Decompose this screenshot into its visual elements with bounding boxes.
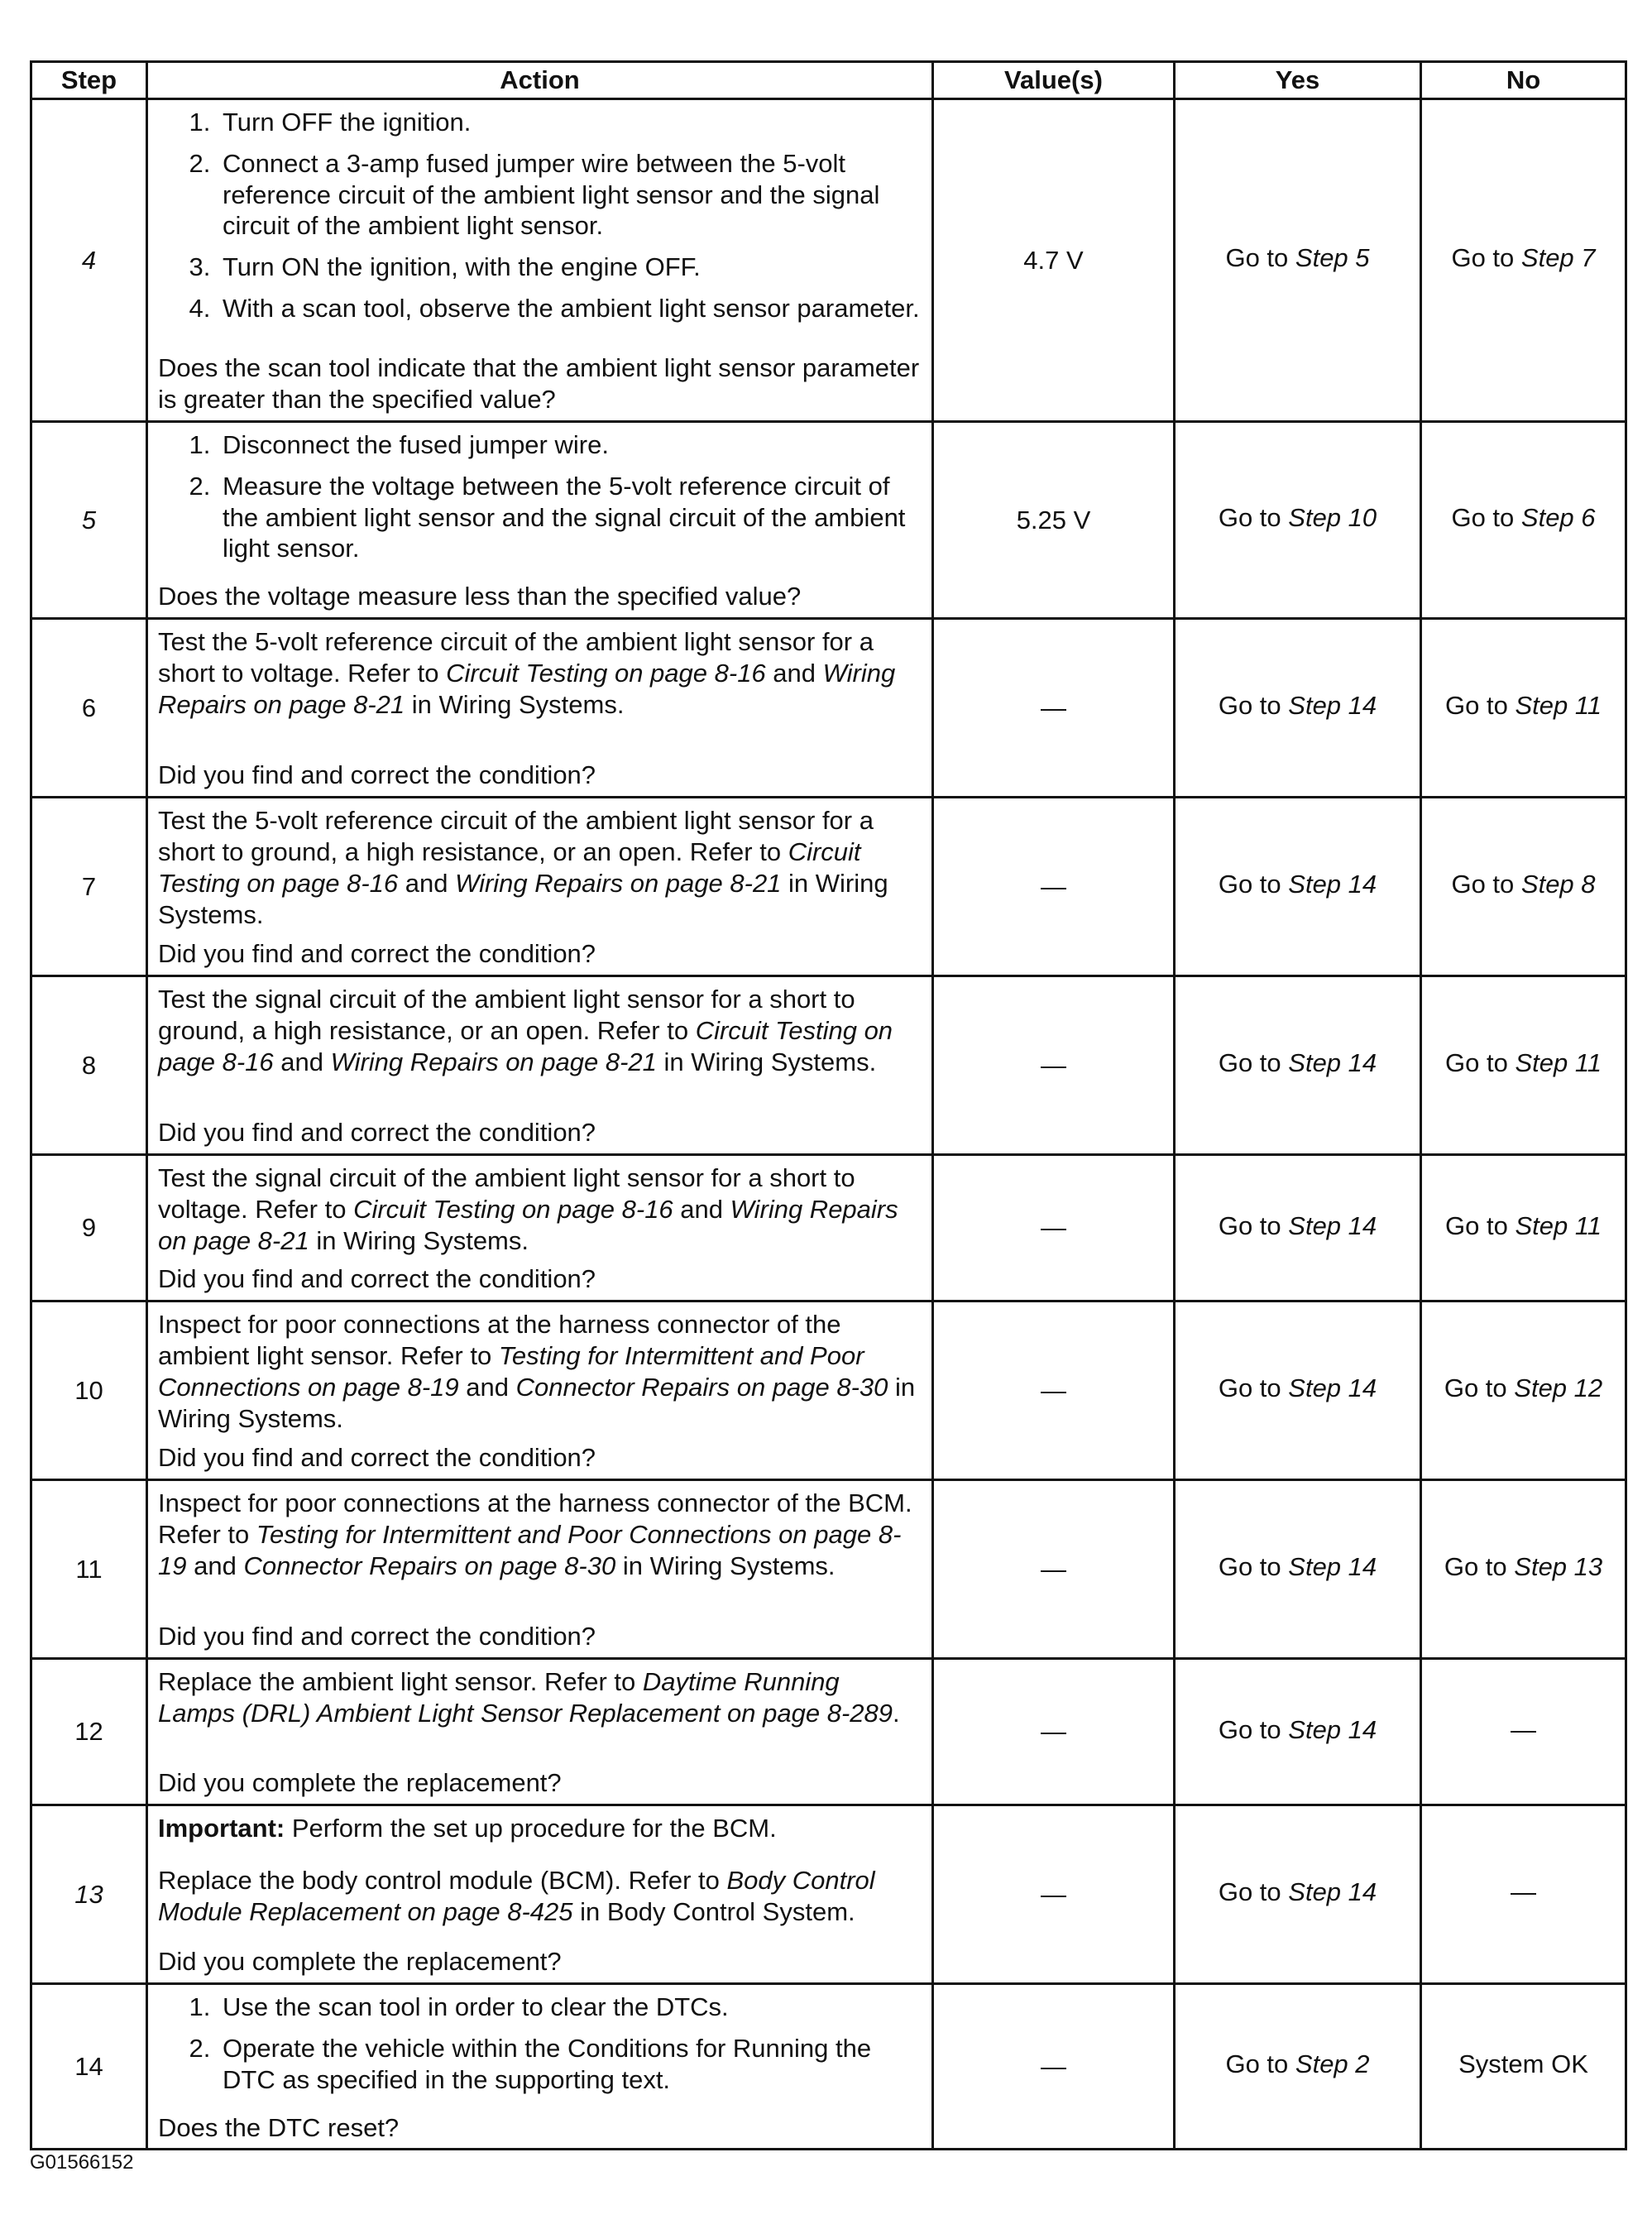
- action-cell: [147, 1659, 933, 1805]
- no-prefix: Go to: [1444, 691, 1508, 721]
- yes-target: Step 14: [1288, 1210, 1377, 1240]
- reference-link: Circuit Testing on page 8-16: [158, 836, 861, 898]
- yes-target: Step 14: [1288, 1877, 1377, 1907]
- action-text: Test the 5-volt reference circuit of the ambient light sensor for a short to voltage. Refer to Circuit Testing on page 8-16 and Wiring Repairs on page 8-21 in Wiring Systems.: [158, 627, 896, 719]
- action-question: Did you find and correct the condition?: [158, 1264, 596, 1294]
- action-steps: [158, 429, 922, 574]
- action-question: Did you complete the replacement?: [158, 1947, 562, 1977]
- list-item: 1. Disconnect the fused jumper wire.: [218, 429, 922, 461]
- header-no: No: [1421, 62, 1626, 99]
- header-step: Step: [31, 62, 147, 99]
- header-row: [31, 62, 1626, 99]
- table-row: [31, 99, 1626, 422]
- value-cell: —: [933, 976, 1175, 1155]
- list-item: 3. Turn ON the ignition, with the engine OFF.: [218, 252, 922, 283]
- action-cell: [147, 99, 933, 422]
- step-number: 9: [31, 1155, 147, 1301]
- table-row: [31, 1984, 1626, 2150]
- table-row: [31, 619, 1626, 798]
- no-cell: [1421, 1155, 1626, 1301]
- step-number: 12: [31, 1659, 147, 1805]
- action-cell: [147, 422, 933, 619]
- yes-cell: [1175, 1301, 1421, 1480]
- action-steps: [158, 1992, 922, 2105]
- action-cell: [147, 1805, 933, 1984]
- reference-link: Daytime Running Lamps (DRL) Ambient Light Sensor Replacement on page 8-289: [158, 1667, 893, 1728]
- list-item: 2. Operate the vehicle within the Conditions for Running the DTC as specified in the supporting text.: [218, 2033, 922, 2096]
- reference-link: Testing for Intermittent and Poor Connections on page 8-19: [158, 1340, 864, 1402]
- yes-prefix: Go to: [1218, 1048, 1281, 1078]
- yes-prefix: Go to: [1225, 2049, 1289, 2079]
- yes-prefix: Go to: [1218, 691, 1281, 721]
- reference-link: Body Control Module Replacement on page 8-425: [158, 1865, 875, 1926]
- yes-prefix: Go to: [1218, 1552, 1281, 1582]
- step-number: 8: [31, 976, 147, 1155]
- action-text: Replace the body control module (BCM). Refer to Body Control Module Replacement on page 8-425 in Body Control System.: [158, 1865, 875, 1926]
- value-cell: 4.7 V: [933, 99, 1175, 422]
- header-action: Action: [147, 62, 933, 99]
- no-prefix: Go to: [1451, 503, 1515, 533]
- reference-link: Connector Repairs on page 8-30: [515, 1372, 888, 1402]
- yes-target: Step 14: [1288, 1714, 1377, 1744]
- no-cell: —: [1421, 1805, 1626, 1984]
- important-label: Important:: [158, 1814, 285, 1843]
- yes-prefix: Go to: [1218, 503, 1281, 533]
- action-question: Did you find and correct the condition?: [158, 1118, 596, 1148]
- diagnostic-table: [30, 60, 1627, 2150]
- yes-prefix: Go to: [1218, 1877, 1281, 1907]
- action-cell: [147, 1155, 933, 1301]
- action-question: Did you find and correct the condition?: [158, 939, 596, 969]
- important-note: Important: Perform the set up procedure for the BCM.: [158, 1814, 777, 1843]
- action-question: Did you find and correct the condition?: [158, 1443, 596, 1473]
- no-cell: [1421, 619, 1626, 798]
- table-row: [31, 1805, 1626, 1984]
- no-cell: System OK: [1421, 1984, 1626, 2150]
- step-number: 7: [31, 798, 147, 976]
- reference-link: Circuit Testing on page 8-16: [158, 1015, 893, 1076]
- yes-cell: [1175, 1805, 1421, 1984]
- action-text: Test the signal circuit of the ambient light sensor for a short to voltage. Refer to Circuit Testing on page 8-16 and Wiring Repairs on page 8-21 in Wiring Systems.: [158, 1163, 898, 1255]
- header-yes: Yes: [1175, 62, 1421, 99]
- list-item: 4. With a scan tool, observe the ambient light sensor parameter.: [218, 293, 922, 324]
- reference-link: Testing for Intermittent and Poor Connections on page 8-19: [158, 1519, 902, 1580]
- no-prefix: Go to: [1444, 1210, 1508, 1240]
- reference-link: Wiring Repairs on page 8-21: [455, 868, 782, 898]
- action-question: Does the DTC reset?: [158, 2112, 400, 2142]
- yes-prefix: Go to: [1218, 1714, 1281, 1744]
- value-cell: —: [933, 1480, 1175, 1659]
- no-target: Step 11: [1515, 1210, 1602, 1240]
- action-question: Does the scan tool indicate that the ambient light sensor parameter is greater than the specified value?: [158, 353, 920, 415]
- yes-prefix: Go to: [1218, 870, 1281, 899]
- action-cell: [147, 1301, 933, 1480]
- no-prefix: Go to: [1451, 870, 1515, 899]
- yes-prefix: Go to: [1225, 243, 1289, 273]
- yes-target: Step 14: [1288, 870, 1377, 899]
- action-question: Did you complete the replacement?: [158, 1768, 562, 1798]
- action-question: Does the voltage measure less than the specified value?: [158, 582, 802, 611]
- action-cell: [147, 1480, 933, 1659]
- list-item: 1. Turn OFF the ignition.: [218, 107, 922, 138]
- reference-link: Wiring Repairs on page 8-21: [158, 1194, 898, 1255]
- yes-cell: [1175, 798, 1421, 976]
- header-values: Value(s): [933, 62, 1175, 99]
- yes-cell: [1175, 1480, 1421, 1659]
- no-target: Step 11: [1515, 1048, 1602, 1078]
- yes-target: Step 14: [1288, 691, 1377, 721]
- no-target: Step 7: [1520, 243, 1596, 273]
- no-prefix: Go to: [1444, 1373, 1507, 1403]
- value-cell: —: [933, 1659, 1175, 1805]
- yes-cell: [1175, 619, 1421, 798]
- action-text: Inspect for poor connections at the harness connector of the BCM. Refer to Testing for Intermittent and Poor Connections on page 8-19 and Connector Repairs on page 8-30 in Wiring Systems.: [158, 1488, 912, 1580]
- yes-cell: [1175, 99, 1421, 422]
- yes-target: Step 5: [1295, 243, 1370, 273]
- action-question: Did you find and correct the condition?: [158, 1622, 596, 1651]
- yes-target: Step 10: [1288, 503, 1377, 533]
- yes-cell: [1175, 1659, 1421, 1805]
- yes-prefix: Go to: [1218, 1210, 1281, 1240]
- no-target: Step 12: [1514, 1373, 1603, 1403]
- step-number: 14: [31, 1984, 147, 2150]
- list-item: 2. Measure the voltage between the 5-volt reference circuit of the ambient light sensor and the signal circuit of the ambient light sensor.: [218, 471, 922, 564]
- table-row: [31, 1480, 1626, 1659]
- action-question: Did you find and correct the condition?: [158, 760, 596, 790]
- value-cell: —: [933, 619, 1175, 798]
- action-cell: [147, 976, 933, 1155]
- no-cell: [1421, 99, 1626, 422]
- step-number: 11: [31, 1480, 147, 1659]
- value-cell: —: [933, 1155, 1175, 1301]
- figure-code: G01566152: [30, 2151, 134, 2174]
- value-cell: —: [933, 1805, 1175, 1984]
- step-number: 10: [31, 1301, 147, 1480]
- reference-link: Connector Repairs on page 8-30: [243, 1551, 616, 1580]
- list-item: 2. Connect a 3-amp fused jumper wire between the 5-volt reference circuit of the ambient light sensor and the signal circuit of the ambient light sensor.: [218, 148, 922, 242]
- reference-link: Wiring Repairs on page 8-21: [158, 658, 896, 719]
- yes-target: Step 14: [1288, 1552, 1377, 1582]
- yes-cell: [1175, 976, 1421, 1155]
- no-cell: [1421, 422, 1626, 619]
- value-cell: 5.25 V: [933, 422, 1175, 619]
- no-prefix: Go to: [1444, 1552, 1507, 1582]
- no-target: Step 6: [1520, 503, 1596, 533]
- table-row: [31, 1301, 1626, 1480]
- no-prefix: Go to: [1444, 1048, 1508, 1078]
- no-target: Step 11: [1515, 691, 1602, 721]
- action-text: Inspect for poor connections at the harness connector of the ambient light sensor. Refer to Testing for Intermittent and Poor Connections on page 8-19 and Connector Repairs on page 8-30 in Wiring Systems.: [158, 1310, 916, 1433]
- step-number: 13: [31, 1805, 147, 1984]
- action-steps: [158, 107, 922, 334]
- value-cell: —: [933, 798, 1175, 976]
- step-number: 6: [31, 619, 147, 798]
- no-cell: —: [1421, 1659, 1626, 1805]
- list-item: 1. Use the scan tool in order to clear the DTCs.: [218, 1992, 922, 2023]
- no-cell: [1421, 976, 1626, 1155]
- table-row: [31, 1659, 1626, 1805]
- no-cell: [1421, 798, 1626, 976]
- step-number: 5: [31, 422, 147, 619]
- no-prefix: Go to: [1451, 243, 1515, 273]
- yes-target: Step 14: [1288, 1048, 1377, 1078]
- action-text: Test the signal circuit of the ambient light sensor for a short to ground, a high resistance, or an open. Refer to Circuit Testing on page 8-16 and Wiring Repairs on page 8-21 in Wiring Systems.: [158, 985, 893, 1076]
- reference-link: Wiring Repairs on page 8-21: [330, 1047, 657, 1076]
- table-row: [31, 1155, 1626, 1301]
- action-cell: [147, 619, 933, 798]
- reference-link: Circuit Testing on page 8-16: [446, 658, 766, 688]
- no-cell: [1421, 1301, 1626, 1480]
- reference-link: Circuit Testing on page 8-16: [353, 1194, 673, 1224]
- yes-cell: [1175, 1155, 1421, 1301]
- yes-cell: [1175, 422, 1421, 619]
- no-cell: [1421, 1480, 1626, 1659]
- table-row: [31, 798, 1626, 976]
- table-row: [31, 422, 1626, 619]
- action-cell: [147, 798, 933, 976]
- yes-target: Step 2: [1295, 2049, 1370, 2079]
- no-target: Step 8: [1520, 870, 1596, 899]
- action-text: Replace the ambient light sensor. Refer to Daytime Running Lamps (DRL) Ambient Light Sensor Replacement on page 8-289.: [158, 1667, 900, 1728]
- action-text: Test the 5-volt reference circuit of the ambient light sensor for a short to ground, a high resistance, or an open. Refer to Circuit Testing on page 8-16 and Wiring Repairs on page 8-21 in Wiring Systems.: [158, 806, 888, 929]
- value-cell: —: [933, 1984, 1175, 2150]
- no-target: Step 13: [1514, 1552, 1603, 1582]
- table-row: [31, 976, 1626, 1155]
- yes-cell: [1175, 1984, 1421, 2150]
- action-cell: [147, 1984, 933, 2150]
- value-cell: —: [933, 1301, 1175, 1480]
- yes-prefix: Go to: [1218, 1373, 1281, 1403]
- step-number: 4: [31, 99, 147, 422]
- yes-target: Step 14: [1288, 1373, 1377, 1403]
